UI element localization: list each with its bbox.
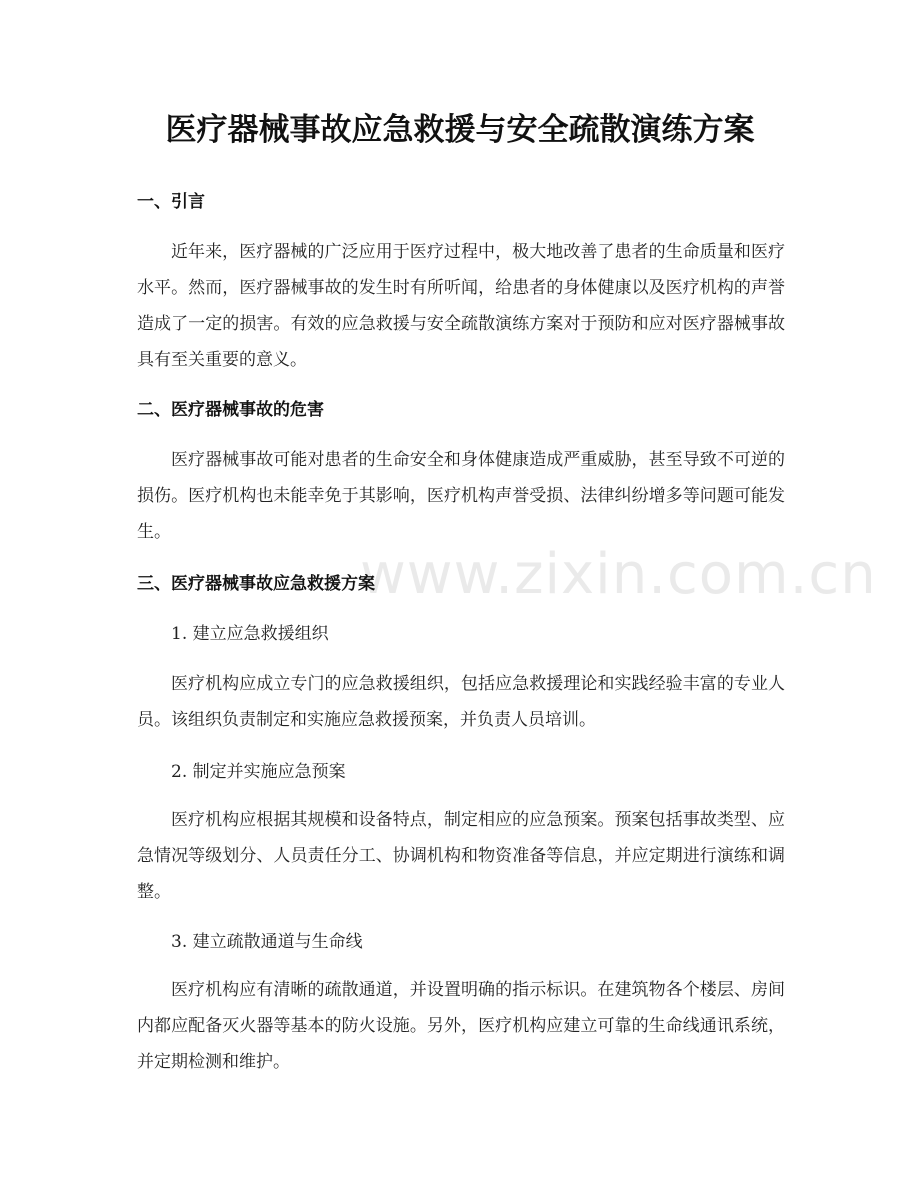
section-heading-introduction: 一、引言 bbox=[137, 192, 205, 212]
subheading-emergency-plan: 2. 制定并实施应急预案 bbox=[171, 762, 346, 782]
page-title: 医疗器械事故应急救援与安全疏散演练方案 bbox=[165, 112, 755, 148]
section-heading-hazards: 二、医疗器械事故的危害 bbox=[137, 400, 324, 420]
subheading-evacuation-routes: 3. 建立疏散通道与生命线 bbox=[171, 932, 363, 952]
paragraph-emergency-plan: 医疗机构应根据其规模和设备特点，制定相应的应急预案。预案包括事故类型、应急情况等级划分、人员责任分工、协调机构和物资准备等信息，并应定期进行演练和调整。 bbox=[137, 810, 785, 902]
paragraph-rescue-organization: 医疗机构应成立专门的应急救援组织，包括应急救援理论和实践经验丰富的专业人员。该组织负责制定和实施应急救援预案，并负责人员培训。 bbox=[137, 674, 785, 730]
paragraph-evacuation-routes: 医疗机构应有清晰的疏散通道，并设置明确的指示标识。在建筑物各个楼层、房间内都应配备灭火器等基本的防火设施。另外，医疗机构应建立可靠的生命线通讯系统，并定期检测和维护。 bbox=[137, 980, 785, 1072]
section-heading-emergency-plan: 三、医疗器械事故应急救援方案 bbox=[137, 574, 375, 594]
subheading-rescue-organization: 1. 建立应急救援组织 bbox=[171, 624, 329, 644]
section-paragraph-introduction: 近年来，医疗器械的广泛应用于医疗过程中，极大地改善了患者的生命质量和医疗水平。然而，医疗器械事故的发生时有所听闻，给患者的身体健康以及医疗机构的声誉造成了一定的损害。有效的应急救援与安全疏散演练方案对于预防和应对医疗器械事故具有至关重要的意义。 bbox=[137, 242, 785, 370]
watermark: www.zixin.com.cn bbox=[360, 542, 877, 607]
section-paragraph-hazards: 医疗器械事故可能对患者的生命安全和身体健康造成严重威胁，甚至导致不可逆的损伤。医疗机构也未能幸免于其影响，医疗机构声誉受损、法律纠纷增多等问题可能发生。 bbox=[137, 450, 785, 542]
